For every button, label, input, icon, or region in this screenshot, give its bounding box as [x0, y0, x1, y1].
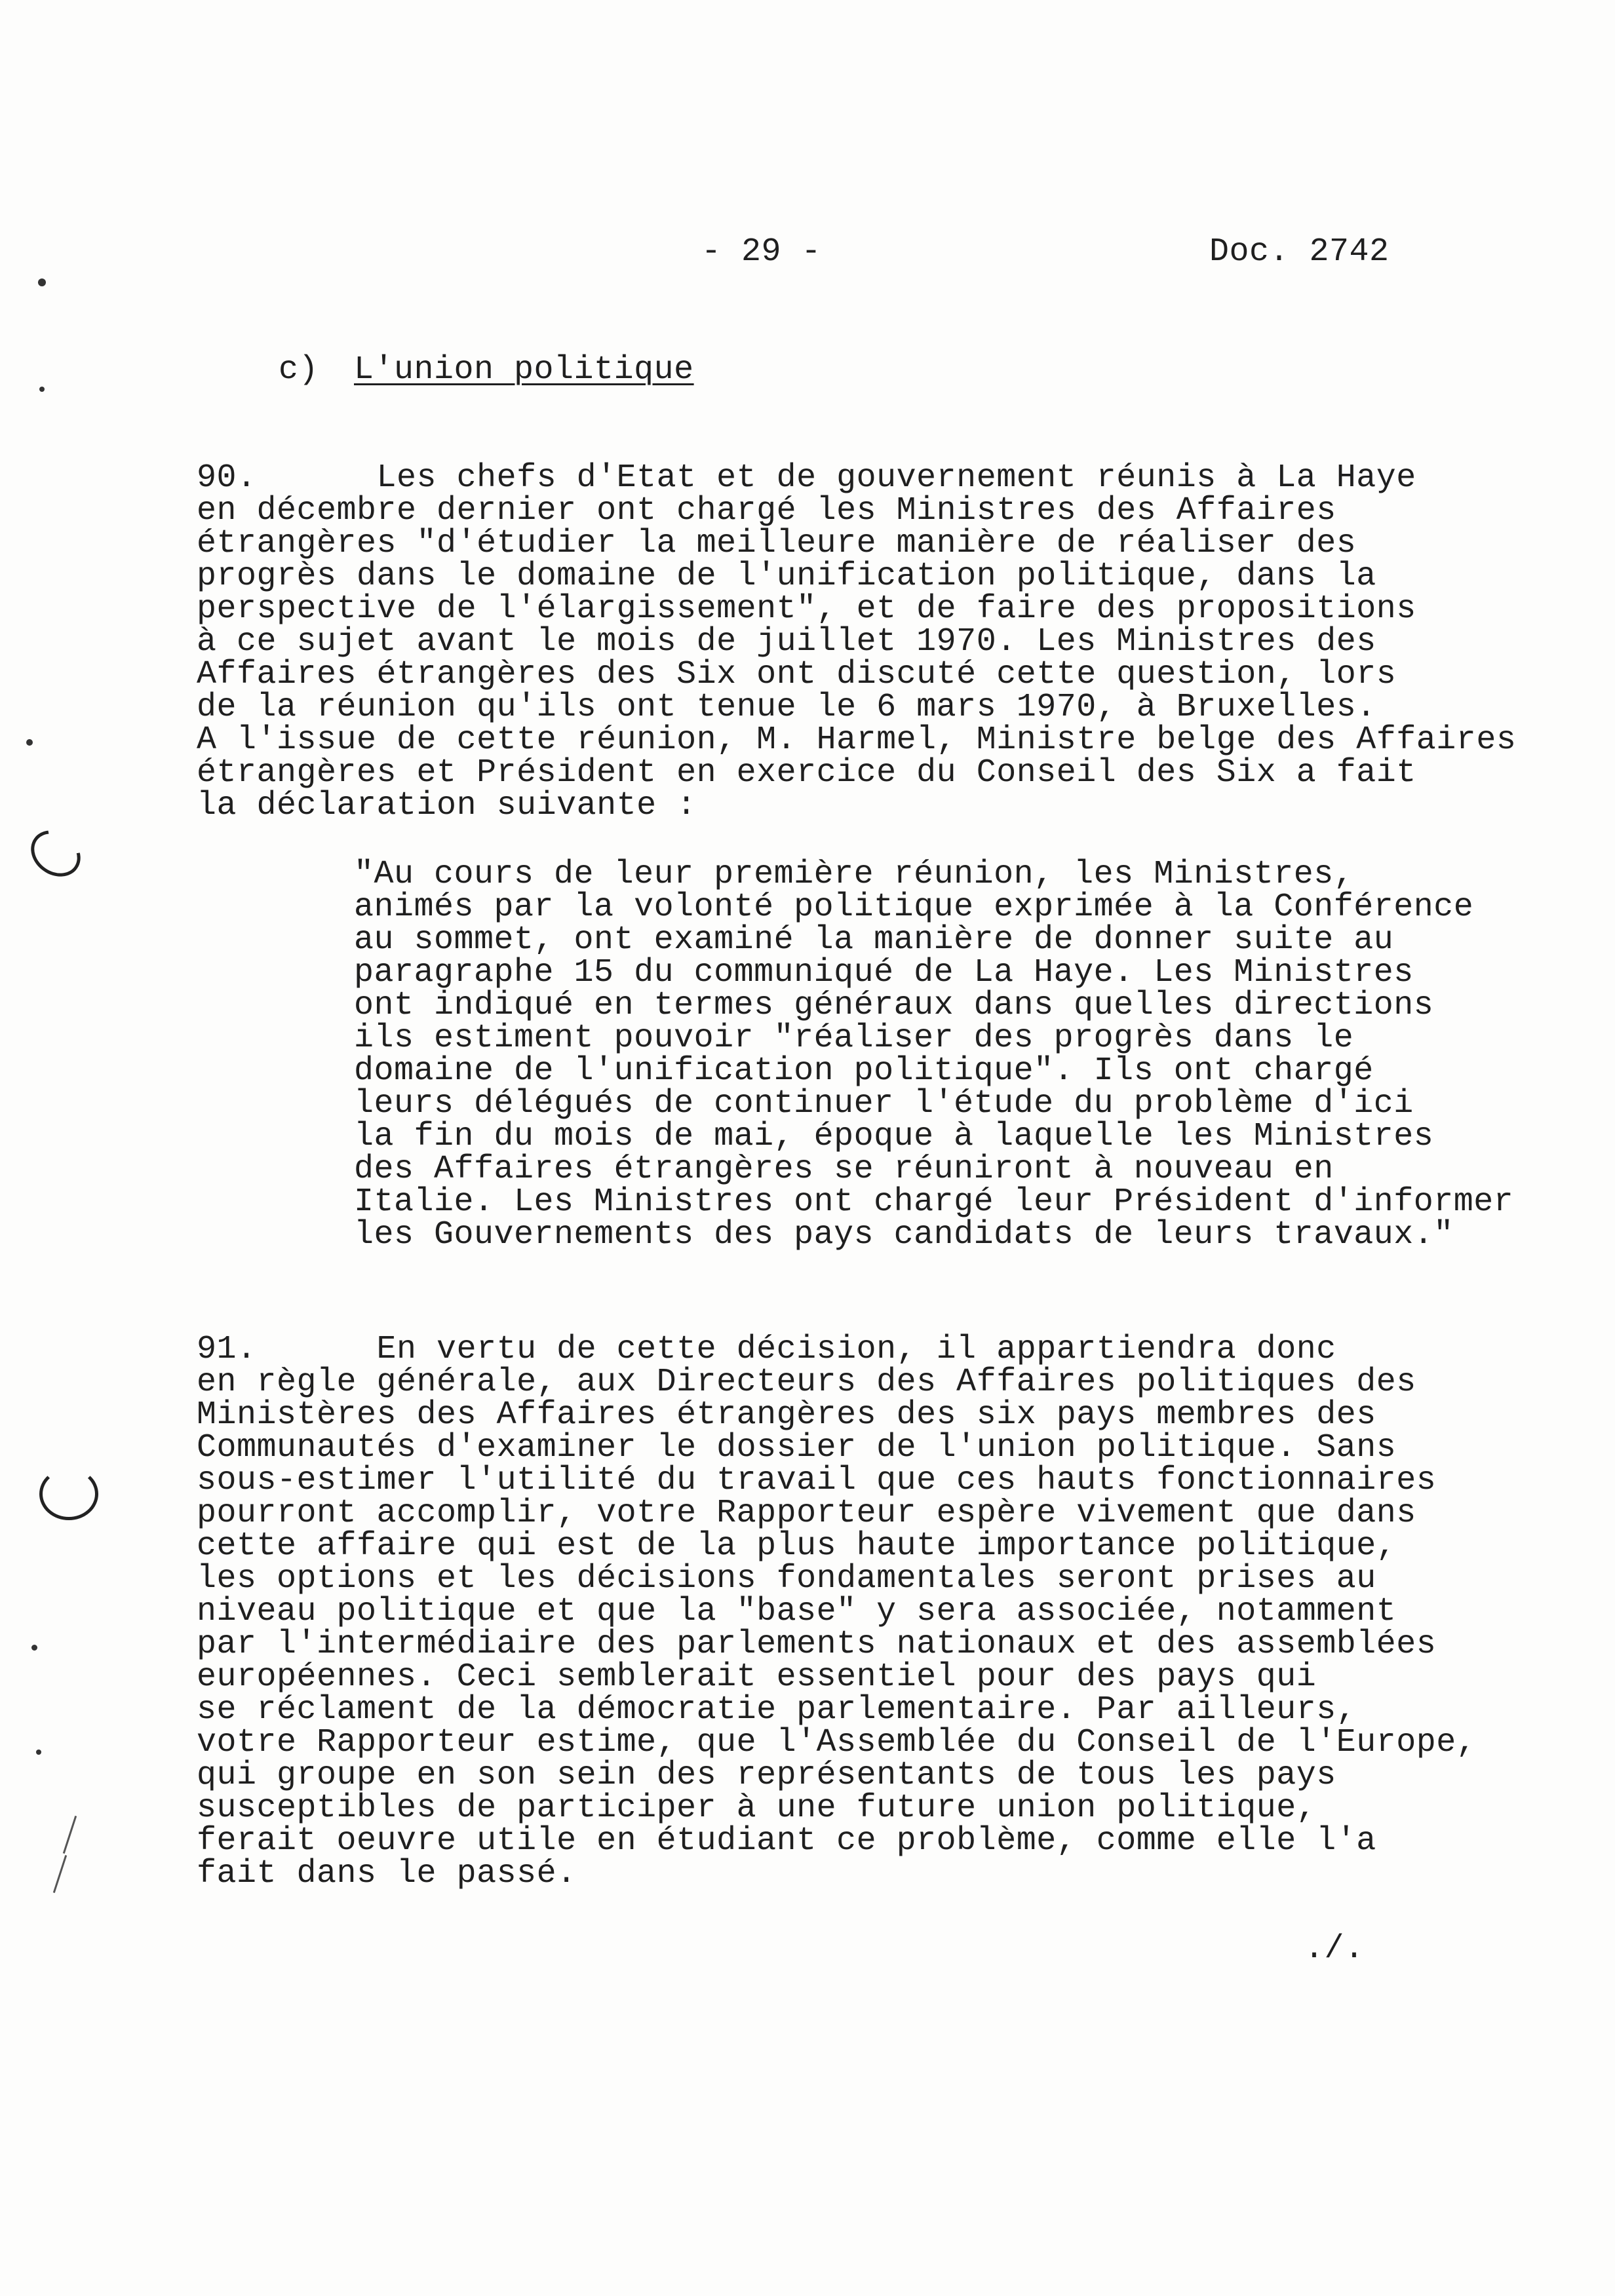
text-line: européennes. Ceci semblerait essentiel pour des pays qui [197, 1658, 1317, 1696]
quote-line: paragraphe 15 du communiqué de La Haye. Les Ministres [354, 954, 1414, 991]
text-line: cette affaire qui est de la plus haute importance politique, [197, 1527, 1397, 1565]
text-line: Communautés d'examiner le dossier de l'union politique. Sans [197, 1429, 1397, 1466]
page-number: - 29 - [701, 233, 822, 271]
text-line: qui groupe en son sein des représentants de tous les pays [197, 1757, 1336, 1794]
text-line: 90. Les chefs d'Etat et de gouvernement réunis à La Haye [197, 459, 1416, 497]
continuation-mark: ./. [1304, 1930, 1365, 1968]
text-line: à ce sujet avant le mois de juillet 1970. Les Ministres des [197, 623, 1376, 660]
text-line: progrès dans le domaine de l'unification politique, dans la [197, 558, 1376, 595]
scan-dot [36, 1750, 41, 1755]
scan-dot [38, 278, 46, 286]
quote-line: ils estiment pouvoir "réaliser des progrès dans le [354, 1020, 1354, 1057]
quote-line: Italie. Les Ministres ont chargé leur Président d'informer [354, 1183, 1514, 1221]
quote-line: animés par la volonté politique exprimée à la Conférence [354, 889, 1474, 926]
quote-line: la fin du mois de mai, époque à laquelle les Ministres [354, 1118, 1434, 1155]
text-line: 91. En vertu de cette décision, il appartiendra donc [197, 1331, 1336, 1368]
text-line: A l'issue de cette réunion, M. Harmel, Ministre belge des Affaires [197, 721, 1517, 759]
text-line: pourront accomplir, votre Rapporteur espère vivement que dans [197, 1495, 1416, 1532]
text-line: sous-estimer l'utilité du travail que ces hauts fonctionnaires [197, 1462, 1437, 1499]
text-line: étrangères "d'étudier la meilleure manière de réaliser des [197, 525, 1357, 562]
scan-stroke [53, 1855, 67, 1893]
text-line: Ministères des Affaires étrangères des six pays membres des [197, 1396, 1376, 1434]
scan-dot [26, 739, 33, 746]
punch-hole-mark [22, 821, 90, 886]
text-line: fait dans le passé. [197, 1855, 577, 1892]
quote-line: "Au cours de leur première réunion, les Ministres, [354, 856, 1354, 893]
text-line: la déclaration suivante : [197, 787, 697, 824]
quote-line: les Gouvernements des pays candidats de leurs travaux." [354, 1216, 1454, 1253]
text-line: les options et les décisions fondamentales seront prises au [197, 1560, 1376, 1598]
text-line: de la réunion qu'ils ont tenue le 6 mars 1970, à Bruxelles. [197, 689, 1376, 726]
quote-line: des Affaires étrangères se réuniront à nouveau en [354, 1151, 1334, 1188]
scan-dot [31, 1645, 37, 1651]
text-line: susceptibles de participer à une future union politique, [197, 1789, 1317, 1827]
text-line: perspective de l'élargissement", et de faire des propositions [197, 590, 1416, 628]
text-line: étrangères et Président en exercice du Conseil des Six a fait [197, 754, 1416, 792]
scan-stroke [63, 1816, 77, 1854]
doc-reference: Doc. 2742 [1209, 233, 1390, 271]
text-line: par l'intermédiaire des parlements nationaux et des assemblées [197, 1626, 1437, 1663]
quote-line: ont indiqué en termes généraux dans quelles directions [354, 987, 1434, 1024]
section-marker: c) [279, 351, 319, 389]
quote-line: domaine de l'unification politique". Ils ont chargé [354, 1052, 1374, 1090]
scan-dot [39, 387, 45, 392]
text-line: en décembre dernier ont chargé les Ministres des Affaires [197, 492, 1336, 529]
text-line: se réclament de la démocratie parlementaire. Par ailleurs, [197, 1691, 1357, 1729]
punch-hole-mark [39, 1468, 98, 1520]
text-line: en règle générale, aux Directeurs des Affaires politiques des [197, 1364, 1416, 1401]
text-line: niveau politique et que la "base" y sera associée, notamment [197, 1593, 1397, 1630]
text-line: ferait oeuvre utile en étudiant ce problème, comme elle l'a [197, 1822, 1376, 1860]
text-line: votre Rapporteur estime, que l'Assemblée du Conseil de l'Europe, [197, 1724, 1477, 1761]
text-line: Affaires étrangères des Six ont discuté cette question, lors [197, 656, 1397, 693]
quote-line: au sommet, ont examiné la manière de donner suite au [354, 921, 1394, 959]
quote-line: leurs délégués de continuer l'étude du problème d'ici [354, 1085, 1414, 1122]
section-title: L'union politique [354, 351, 694, 389]
